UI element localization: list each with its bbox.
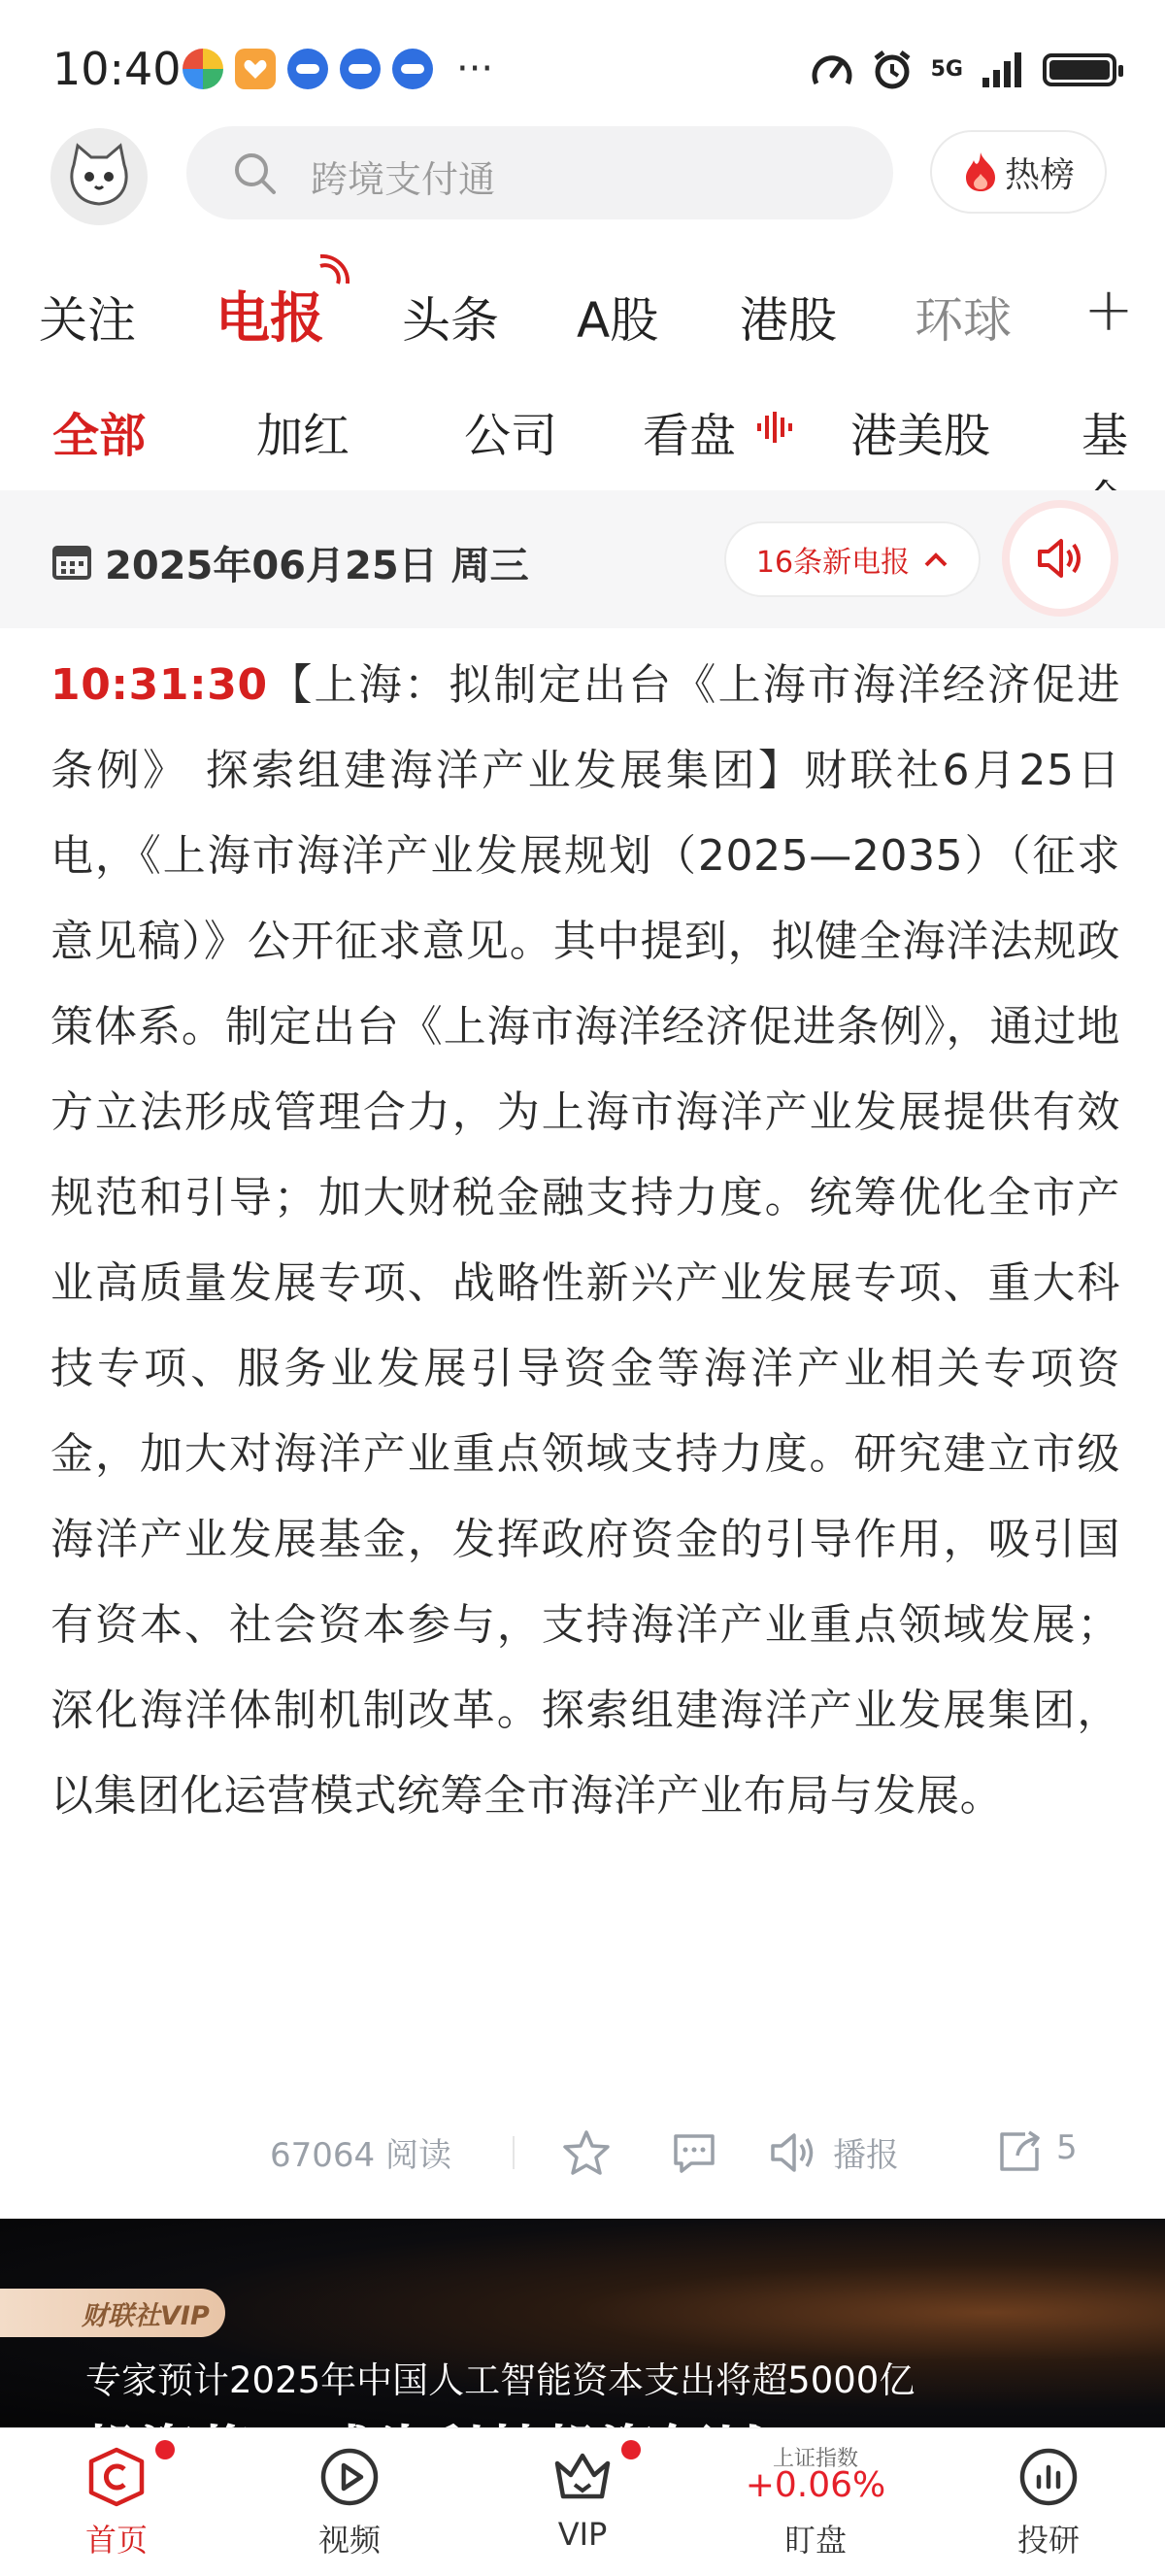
nav-vip-label: VIP <box>557 2516 608 2553</box>
nav-research-label: 投研 <box>1016 2522 1080 2559</box>
bottom-nav <box>0 2427 1165 2576</box>
voice-broadcast-button[interactable] <box>1010 508 1111 609</box>
notification-dot <box>155 2440 175 2459</box>
vip-badge-text: 财联社VIP <box>82 2300 210 2331</box>
subtab-company[interactable]: 公司 <box>464 409 558 463</box>
tab-hk-shares[interactable]: 港股 <box>740 292 837 349</box>
notification-icons <box>183 49 493 89</box>
article-time: 10:31:30 <box>50 660 268 710</box>
promo-title: 专家预计2025年中国人工智能资本支出将超5000亿 <box>85 2359 915 2401</box>
nav-research[interactable] <box>951 2428 1146 2576</box>
bank-app-icon <box>287 49 328 89</box>
date-bar <box>0 490 1165 628</box>
heart-app-icon <box>235 49 276 89</box>
signal-icon <box>981 50 1025 89</box>
article-headline: 【上海：拟制定出台《上海市海洋经济促进条例》 探索组建海洋产业发展集团】 <box>50 660 1120 795</box>
nav-home[interactable] <box>19 2428 214 2576</box>
subtab-watch[interactable]: 看盘 <box>643 409 737 463</box>
speed-icon <box>811 50 853 89</box>
alarm-icon <box>871 49 914 91</box>
status-icons <box>811 49 1116 91</box>
play-audio-icon[interactable] <box>769 2130 817 2175</box>
search-placeholder: 跨境支付通 <box>311 158 496 201</box>
speaker-icon <box>1036 537 1084 580</box>
subtab-fund[interactable]: 基 <box>1082 409 1129 463</box>
article-body: 财联社6月25日电，《上海市海洋产业发展规划（2025—2035）（征求意见稿）》公开征求意见。其中提到，拟健全海洋法规政策体系。制定出台《上海市海洋经济促进条例》，通过地方立法形成管理合力，为上海市海洋产业发展提供有效规范和引导；加大财税金融支持力度。统筹优化全市产业高质量发展专项、战略性新兴产业发展专项、重大科技专项、服务业发展引导资金等海洋产业相关专项资金，加大对海洋产业重点领域支持力度。研究建立市级海洋产业发展基金，发挥政府资金的引导作用，吸引国有资本、社会资本参与，支持海洋产业重点领域发展；深化海洋体制机制改革。探索组建海洋产业发展集团，以集团化运营模式统筹全市海洋产业布局与发展。 <box>50 746 1120 1821</box>
subtab-highlight[interactable]: 加红 <box>256 409 350 463</box>
new-telegraph-button[interactable] <box>724 521 981 597</box>
cat-avatar-icon <box>60 138 138 216</box>
star-icon[interactable] <box>561 2128 612 2177</box>
live-wave-icon <box>757 412 796 443</box>
bank-app-icon <box>392 49 433 89</box>
new-telegraph-count: 16条新电报 <box>755 546 911 580</box>
nav-market[interactable] <box>718 2428 913 2576</box>
subtab-hk-us[interactable]: 港美股 <box>850 409 991 463</box>
more-notifications: ··· <box>456 47 494 91</box>
comment-icon[interactable] <box>670 2130 718 2177</box>
share-icon[interactable] <box>996 2128 1043 2175</box>
date-label: 2025年06月25日 周三 <box>105 544 529 588</box>
status-time: 10:40 <box>52 43 182 95</box>
tab-a-shares[interactable]: A股 <box>577 292 659 349</box>
read-count: 67064 阅读 <box>270 2136 451 2175</box>
nav-vip[interactable] <box>485 2428 680 2576</box>
search-input[interactable] <box>186 126 893 219</box>
share-count: 5 <box>1056 2128 1078 2167</box>
tab-headlines[interactable]: 头条 <box>402 292 499 349</box>
nav-video-label: 视频 <box>317 2522 381 2559</box>
play-circle-icon <box>318 2446 381 2508</box>
article-actions <box>0 2117 1165 2181</box>
search-icon <box>231 150 280 198</box>
index-value: +0.06% <box>745 2465 886 2505</box>
colorful-app-icon <box>183 49 223 89</box>
hot-list-label: 热榜 <box>1004 154 1075 195</box>
status-bar <box>0 0 1165 126</box>
chart-circle-icon <box>1017 2446 1080 2508</box>
nav-video[interactable] <box>252 2428 447 2576</box>
avatar[interactable] <box>50 128 148 225</box>
index-name: 上证指数 <box>772 2447 858 2471</box>
tab-global[interactable]: 环球 <box>915 292 1012 349</box>
tab-follow[interactable]: 关注 <box>39 292 136 349</box>
bank-app-icon <box>340 49 381 89</box>
subtab-all[interactable]: 全部 <box>52 409 147 463</box>
tab-telegraph[interactable]: 电报 <box>216 287 324 351</box>
calendar-icon <box>52 543 91 580</box>
telegraph-article[interactable] <box>50 643 1120 1839</box>
hot-list-button[interactable] <box>930 130 1107 214</box>
broadcast-icon <box>316 254 350 287</box>
nav-market-label: 盯盘 <box>783 2522 847 2559</box>
flame-icon <box>962 151 999 193</box>
divider <box>513 2136 515 2169</box>
battery-icon <box>1043 53 1116 86</box>
chevron-up-icon <box>923 551 949 568</box>
notification-dot <box>621 2440 641 2459</box>
home-c-icon <box>85 2446 148 2508</box>
add-tab-button[interactable]: + <box>1083 274 1134 345</box>
play-label[interactable]: 播报 <box>833 2136 899 2175</box>
nav-home-label: 首页 <box>84 2522 148 2559</box>
network-type: 5G <box>930 57 963 82</box>
vip-badge <box>0 2289 225 2337</box>
vip-promo-banner[interactable] <box>0 2219 1165 2427</box>
crown-icon <box>551 2446 614 2508</box>
